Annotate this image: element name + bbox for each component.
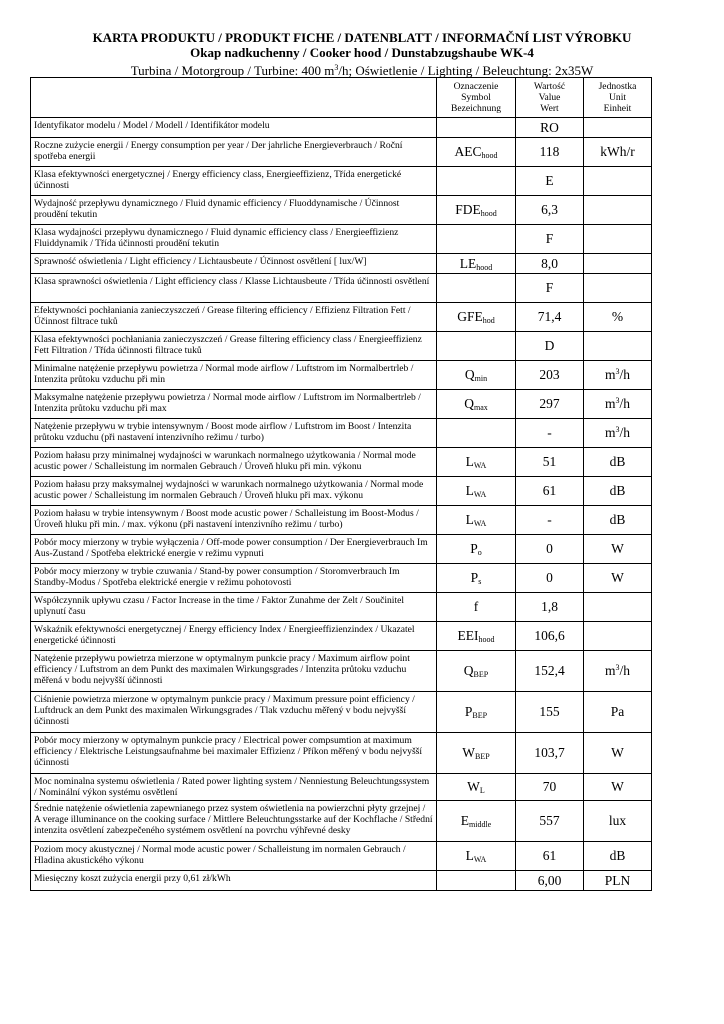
table-row bbox=[31, 622, 652, 651]
table-row bbox=[31, 651, 652, 692]
row-symbol: $LE_{hood}$ bbox=[437, 254, 516, 274]
row-description: Klasa wydajności przepływu dynamicznego / Fluid dynamic efficiency class / Energieeffizienz Fluiddynamik / Třída účinnosti proudění tekutin bbox=[31, 225, 437, 254]
table-row bbox=[31, 692, 652, 733]
row-symbol bbox=[437, 118, 516, 138]
row-description: Pobór mocy mierzony w optymalnym punkcie pracy / Electrical power compsumtion at maximum efficiency / Elektrische Leistungsaufnahme bei maximaler Effizienz / Příkon měřený v bodu nejvyšší účinnosti bbox=[31, 733, 437, 774]
row-symbol bbox=[437, 419, 516, 448]
row-unit bbox=[584, 118, 652, 138]
row-unit bbox=[584, 593, 652, 622]
row-description: Maksymalne natężenie przepływu powietrza / Normal mode airflow / Luftstrom im Normalbertrleb / Intenzita průtoku vzduchu při max bbox=[31, 390, 437, 419]
header-value-cell: Wartość Value Wert bbox=[516, 78, 584, 118]
row-unit: W bbox=[584, 564, 652, 593]
row-symbol: $E_{middle}$ bbox=[437, 801, 516, 842]
row-symbol: $P_{BEP}$ bbox=[437, 692, 516, 733]
row-symbol: $L_{WA}$ bbox=[437, 448, 516, 477]
row-symbol bbox=[437, 274, 516, 303]
table-row bbox=[31, 303, 652, 332]
table-row bbox=[31, 274, 652, 303]
header-description-cell bbox=[31, 78, 437, 118]
row-value: 557 bbox=[516, 801, 584, 842]
row-symbol: $GFE_{hod}$ bbox=[437, 303, 516, 332]
table-row bbox=[31, 419, 652, 448]
row-value: RO bbox=[516, 118, 584, 138]
row-unit: $m^3/h$ bbox=[584, 651, 652, 692]
row-description: Minimalne natężenie przepływu powietrza / Normal mode airflow / Luftstrom im Normalbertrleb / Intenzita průtoku vzduchu při min bbox=[31, 361, 437, 390]
row-symbol bbox=[437, 871, 516, 891]
row-description: Pobór mocy mierzony w trybie wyłączenia / Off-mode power consumption / Der Energieverbrauch Im Aus-Zustand / Spotřeba elektrické energie v režimu vypnuti bbox=[31, 535, 437, 564]
row-description: Roczne zużycie energii / Energy consumption per year / Der jahrliche Energieverbrauch / Roční spotřeba energii bbox=[31, 138, 437, 167]
row-value: F bbox=[516, 225, 584, 254]
row-unit bbox=[584, 196, 652, 225]
table-row bbox=[31, 842, 652, 871]
row-value: - bbox=[516, 419, 584, 448]
row-description: Natężenie przepływu w trybie intensywnym / Boost mode airflow / Luftstrom im Boost / Intenzita průtoku vzduchu (při nastavení intenzivního režimu / turbo) bbox=[31, 419, 437, 448]
row-value: 6,00 bbox=[516, 871, 584, 891]
row-value: 51 bbox=[516, 448, 584, 477]
row-unit: % bbox=[584, 303, 652, 332]
row-symbol: $W_{BEP}$ bbox=[437, 733, 516, 774]
row-value: 61 bbox=[516, 842, 584, 871]
table-row bbox=[31, 332, 652, 361]
row-description: Klasa sprawności oświetlenia / Light efficiency class / Klasse Lichtausbeute / Třída účinnosti osvětlení bbox=[31, 274, 437, 303]
table-row bbox=[31, 254, 652, 274]
row-description: Natężenie przepływu powietrza mierzone w optymalnym punkcie pracy / Maximum airflow point efficiency / Luftstrom an dem Punkt des maximalen Wirkungsgrades / Intenzita průtoku vzduchu měřená v bodu nejvyšší účinnosti bbox=[31, 651, 437, 692]
table-row bbox=[31, 871, 652, 891]
row-unit: lux bbox=[584, 801, 652, 842]
table-row bbox=[31, 361, 652, 390]
table-row bbox=[31, 593, 652, 622]
row-description: Średnie natężenie oświetlenia zapewnianego przez system oświetlenia na powierzchni płyty grzejnej / A verage illuminance on the cooking surface / Mittlere Beleuchtungsstarke auf der Kochflache / Střední intenzita osvětlení zabezpečeného systémem osvětlení na povrchu výhřevné desky bbox=[31, 801, 437, 842]
row-description: Ciśnienie powietrza mierzone w optymalnym punkcie pracy / Maximum pressure point efficiency / Luftdruck an dem Punkt des maximalen Wirkungsgrades / Tlak vzduchu měřený v bodu nejvyšší účinnosti bbox=[31, 692, 437, 733]
row-description: Klasa efektywności energetycznej / Energy efficiency class, Energieeffizienz, Třída energetické účinnosti bbox=[31, 167, 437, 196]
row-value: 0 bbox=[516, 564, 584, 593]
row-description: Sprawność oświetlenia / Light efficiency / Lichtausbeute / Účinnost osvětlení [ lux/W] bbox=[31, 254, 437, 274]
row-unit bbox=[584, 622, 652, 651]
row-unit: Pa bbox=[584, 692, 652, 733]
row-unit: PLN bbox=[584, 871, 652, 891]
row-description: Moc nominalna systemu oświetlenia / Rated power lighting system / Nenniestung Beleuchtungssystem / Nominální výkon systému osvětlení bbox=[31, 774, 437, 801]
row-description: Poziom hałasu w trybie intensywnym / Boost mode acustic power / Schalleistung im Boost-Modus / Úroveň hluku při min. / max. výkonu (při nastavení intenzivního režimu / turbo) bbox=[31, 506, 437, 535]
row-symbol: $L_{WA}$ bbox=[437, 506, 516, 535]
table-header-row bbox=[31, 78, 652, 118]
row-unit: W bbox=[584, 733, 652, 774]
row-value: - bbox=[516, 506, 584, 535]
row-unit: W bbox=[584, 774, 652, 801]
row-value: 71,4 bbox=[516, 303, 584, 332]
row-symbol: $Q_{BEP}$ bbox=[437, 651, 516, 692]
row-symbol: $W_L$ bbox=[437, 774, 516, 801]
table-row bbox=[31, 138, 652, 167]
table-row bbox=[31, 506, 652, 535]
row-unit: W bbox=[584, 535, 652, 564]
row-description: Miesięczny koszt zużycia energii przy 0,61 zł/kWh bbox=[31, 871, 437, 891]
row-value: 1,8 bbox=[516, 593, 584, 622]
document-title: KARTA PRODUKTU / PRODUKT FICHE / DATENBLATT / INFORMAČNÍ LIST VÝROBKU bbox=[92, 30, 632, 45]
row-unit: kWh/r bbox=[584, 138, 652, 167]
row-unit: $m^3/h$ bbox=[584, 390, 652, 419]
row-value: 203 bbox=[516, 361, 584, 390]
table-row bbox=[31, 535, 652, 564]
row-symbol: $P_s$ bbox=[437, 564, 516, 593]
table-row bbox=[31, 118, 652, 138]
row-description: Wydajność przepływu dynamicznego / Fluid dynamic efficiency / Fluoddynamische / Účinnost proudění tekutin bbox=[31, 196, 437, 225]
row-value: F bbox=[516, 274, 584, 303]
row-description: Współczynnik upływu czasu / Factor Increase in the time / Faktor Zunahme der Zelt / Součinitel uplynutí času bbox=[31, 593, 437, 622]
row-symbol bbox=[437, 225, 516, 254]
row-description: Identyfikator modelu / Model / Modell / Identifikátor modelu bbox=[31, 118, 437, 138]
row-value: 8,0 bbox=[516, 254, 584, 274]
row-value: 152,4 bbox=[516, 651, 584, 692]
table-row bbox=[31, 225, 652, 254]
row-value: 106,6 bbox=[516, 622, 584, 651]
row-description: Pobór mocy mierzony w trybie czuwania / Stand-by power consumption / Storomverbrauch Im Standby-Modus / Spotřeba elektrické energie v režimu pohotovosti bbox=[31, 564, 437, 593]
row-unit bbox=[584, 225, 652, 254]
row-value: E bbox=[516, 167, 584, 196]
table-row bbox=[31, 167, 652, 196]
header-symbol-cell: Oznaczenie Symbol Bezeichnung bbox=[437, 78, 516, 118]
row-symbol: $AEC_{hood}$ bbox=[437, 138, 516, 167]
row-symbol: $Q_{max}$ bbox=[437, 390, 516, 419]
table-row bbox=[31, 390, 652, 419]
header-unit-cell: Jednostka Unit Einheit bbox=[584, 78, 652, 118]
row-symbol: $L_{WA}$ bbox=[437, 842, 516, 871]
row-unit: dB bbox=[584, 448, 652, 477]
row-symbol: f bbox=[437, 593, 516, 622]
row-unit: dB bbox=[584, 477, 652, 506]
table-row bbox=[31, 774, 652, 801]
row-description: Poziom hałasu przy minimalnej wydajności w warunkach normalnego użytkowania / Normal mode acustic power / Schalleistung im normalen Gebrauch / Úroveň hluku při min. výkonu bbox=[31, 448, 437, 477]
row-value: 155 bbox=[516, 692, 584, 733]
row-value: 61 bbox=[516, 477, 584, 506]
row-value: D bbox=[516, 332, 584, 361]
row-unit bbox=[584, 254, 652, 274]
product-fiche-table bbox=[30, 77, 652, 891]
row-value: 103,7 bbox=[516, 733, 584, 774]
row-value: 6,3 bbox=[516, 196, 584, 225]
row-unit: $m^3/h$ bbox=[584, 419, 652, 448]
table-row bbox=[31, 564, 652, 593]
row-symbol: $Q_{min}$ bbox=[437, 361, 516, 390]
table-row bbox=[31, 196, 652, 225]
row-description: Poziom hałasu przy maksymalnej wydajności w warunkach normalnego użytkowania / Normal mode acustic power / Schalleistung im normalen Gebrauch / Úroveň hluku při max. výkonu bbox=[31, 477, 437, 506]
row-description: Efektywności pochłaniania zanieczyszczeń / Grease filtering efficiency / Effizienz Filtration Fett / Účinnost filtrace tuků bbox=[31, 303, 437, 332]
row-symbol bbox=[437, 167, 516, 196]
table-row bbox=[31, 733, 652, 774]
row-symbol: $FDE_{hood}$ bbox=[437, 196, 516, 225]
document-header bbox=[0, 30, 724, 78]
row-value: 0 bbox=[516, 535, 584, 564]
row-value: 70 bbox=[516, 774, 584, 801]
row-value: 297 bbox=[516, 390, 584, 419]
row-value: 118 bbox=[516, 138, 584, 167]
row-symbol: $EEI_{hood}$ bbox=[437, 622, 516, 651]
product-subtitle: Okap nadkuchenny / Cooker hood / Dunstabzugshaube WK-4 bbox=[190, 45, 534, 60]
table-row bbox=[31, 801, 652, 842]
row-symbol: $L_{WA}$ bbox=[437, 477, 516, 506]
row-unit: dB bbox=[584, 506, 652, 535]
row-symbol: $P_o$ bbox=[437, 535, 516, 564]
row-unit: dB bbox=[584, 842, 652, 871]
table-row bbox=[31, 477, 652, 506]
table-row bbox=[31, 448, 652, 477]
row-unit bbox=[584, 167, 652, 196]
product-specs-line: Turbina / Motorgroup / Turbine: 400 $m^3/h$; Oświetlenie / Lighting / Beleuchtung: 2x35W bbox=[130, 63, 594, 78]
row-description: Wskaźnik efektywności energetycznej / Energy efficiency Index / Energieeffizienzindex / Ukazatel energetické účinnosti bbox=[31, 622, 437, 651]
row-description: Klasa efektywności pochłaniania zanieczyszczeń / Grease filtering efficiency class / Energieeffizienz Fett Filtration / Třída účinnosti filtrace tuků bbox=[31, 332, 437, 361]
row-unit bbox=[584, 274, 652, 303]
row-description: Poziom mocy akustycznej / Normal mode acustic power / Schalleistung im normalen Gebrauch / Hladina akustického výkonu bbox=[31, 842, 437, 871]
row-unit bbox=[584, 332, 652, 361]
row-unit: $m^3/h$ bbox=[584, 361, 652, 390]
row-symbol bbox=[437, 332, 516, 361]
